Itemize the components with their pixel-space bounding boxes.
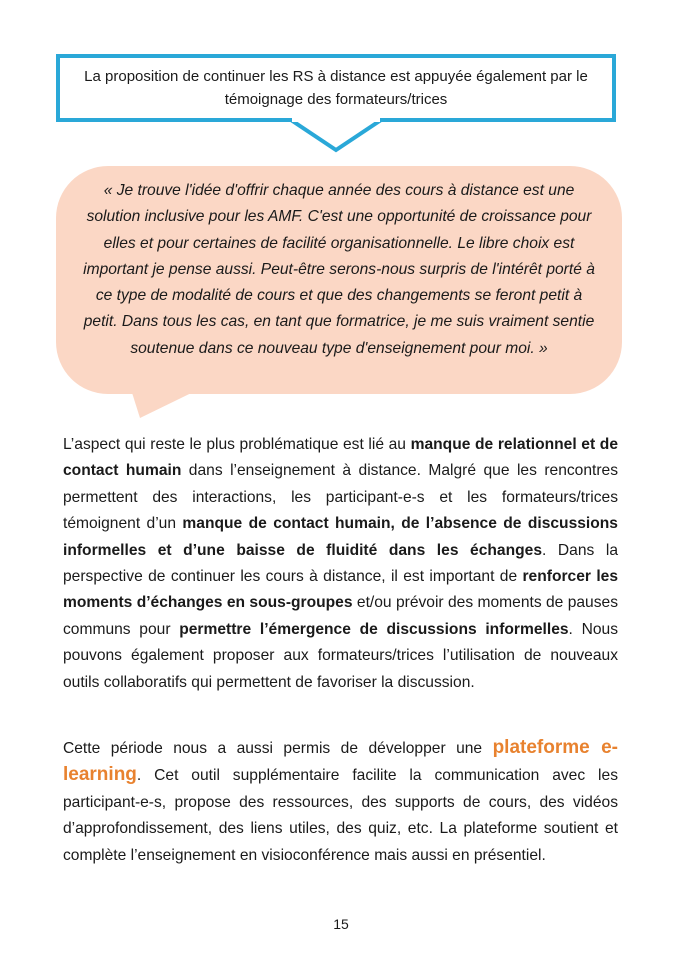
callout-arrow — [288, 118, 384, 154]
emphasis-text: permettre l’émergence de discussions informelles — [179, 620, 569, 638]
quote-bubble-tail — [128, 380, 218, 420]
emphasis-text: manque de contact humain, de l’absence de discussions informelles et d’une baisse de fluidité dans les échanges — [63, 515, 618, 559]
paragraph-text: et/ou prévoir des moments de pauses communs pour — [63, 594, 618, 638]
callout-box — [56, 54, 616, 122]
paragraph-text: . Dans la perspective de continuer les cours à distance, il est important de — [63, 541, 618, 586]
paragraph-relational — [63, 432, 618, 696]
paragraph-text: dans l’enseignement à distance. Malgré que les rencontres permettent des interactions, les participant-e-s et les formateurs/trices témoignent d’un — [63, 462, 619, 533]
testimonial-quote: « Je trouve l'idée d'offrir chaque année des cours à distance est une solution inclusive pour les AMF. C'est une opportunité de croissance pour elles et pour certaines de facilité organisationnelle. Le libre choix est important je pense aussi. Peut-être serons-nous surpris de l'intérêt porté à ce type de modalité de cours et que des changements se feront petit à petit. Dans tous les cas, en tant que formatrice, je me suis vraiment sentie soutenue dans ce nouveau type d'enseignement pour moi. » — [83, 182, 595, 357]
paragraph-text: Cette période nous a aussi permis de développer une — [63, 740, 493, 757]
emphasis-text: manque de relationnel et de contact humain — [63, 436, 618, 480]
highlight-text: plateforme e-learning — [63, 737, 618, 786]
callout-text: La proposition de continuer les RS à distance est appuyée également par le témoignage des formateurs/trices — [84, 68, 588, 108]
paragraph-text: . Nous pouvons également proposer aux formateurs/trices l’utilisation de nouveaux outils collaboratifs qui permettent de favoriser la discussion. — [63, 620, 618, 691]
page-number: 15 — [333, 916, 349, 932]
paragraph-text: L’aspect qui reste le plus problématique est lié au — [63, 436, 411, 453]
paragraph-platform — [63, 735, 618, 869]
paragraph-text: . Cet outil supplémentaire facilite la communication avec les participant-e-s, propose des ressources, des supports de cours, des vidéos d’approfondissement, des liens utiles, des quiz, etc. La plateforme soutient et complète l’enseignement en visioconférence mais aussi en présentiel. — [63, 767, 618, 864]
emphasis-text: renforcer les moments d’échanges en sous-groupes — [63, 568, 618, 612]
